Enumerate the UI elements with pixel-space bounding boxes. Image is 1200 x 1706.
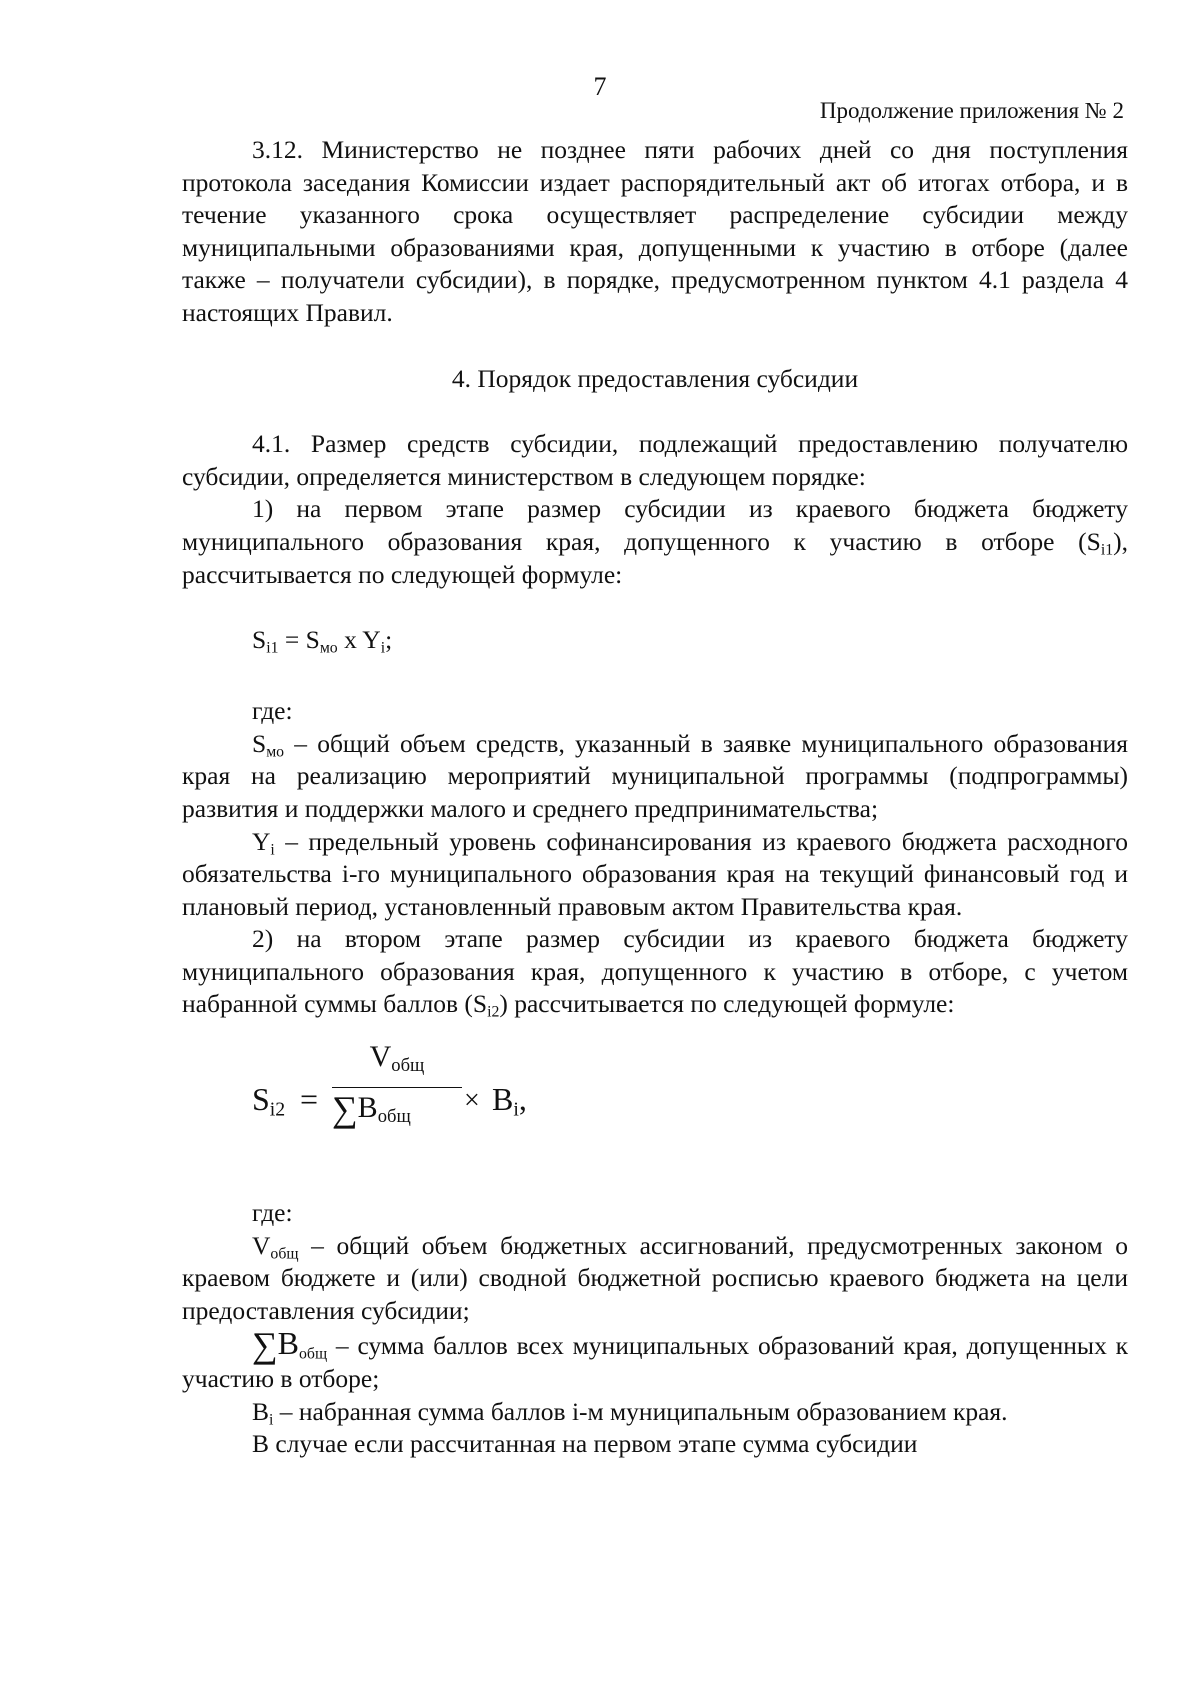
paragraph-last: В случае если рассчитанная на первом этапе сумма субсидии — [252, 1429, 918, 1459]
formula-equals: = — [300, 1081, 319, 1118]
appendix-continuation: Продолжение приложения № 2 — [819, 98, 1124, 123]
definition-smo: $S_{мо}$ – общий объем средств, указанный в заявке муниципального образования края на реализацию мероприятий муниципальной программы (подпрограммы) развития и поддержки малого и среднего предпринимательства; — [182, 728, 1128, 823]
formula-stage-1: $S_{i1} = S_{мо}$ x $Y_i$; — [252, 625, 393, 657]
paragraph-4-1: 4.1. Размер средств субсидии, подлежащий предоставлению получателю субсидии, определяется министерством в следующем порядке: — [182, 429, 1128, 491]
sigma-icon: ∑ — [252, 1325, 278, 1366]
formula-rhs: $B_i$, — [492, 1081, 527, 1121]
section-heading-4: 4. Порядок предоставления субсидии — [451, 363, 859, 393]
paragraph-stage-2: 2) на втором этапе размер субсидии из краевого бюджета бюджету муниципального образования края, допущенного к участию в отборе, с учетом набранной суммы баллов $(S_{i2})$ рассчитывается по следующей формуле: — [182, 924, 1128, 1021]
fraction-bar — [332, 1087, 462, 1088]
definition-vobsh: $V_{общ}$ – общий объем бюджетных ассигнований, предусмотренных законом о краевом бюджете и (или) сводной бюджетной росписью краевого бюджета на цели предоставления субсидии; — [182, 1230, 1128, 1325]
formula-stage-2 — [252, 1041, 1128, 1169]
document-body — [182, 134, 1128, 1461]
formula-denominator: $\sum B_{общ}$ — [332, 1089, 411, 1130]
definition-yi: $Y_i$ – предельный уровень софинансирования из краевого бюджета расходного обязательства i-го муниципального образования края на текущий финансовый год и плановый период, установленный правовым актом Правительства края. — [182, 826, 1128, 921]
formula-lhs: $S_{i2}$ — [252, 1081, 286, 1121]
formula-fraction — [332, 1040, 462, 1130]
paragraph-3-12: 3.12. Министерство не позднее пяти рабочих дней со дня поступления протокола заседания Комиссии издает распорядительный акт об итогах отбора, и в течение указанного срока осуществляет распределение субсидии между муниципальными образованиями края, допущенными к участию в отборе (далее также – получатели субсидии), в порядке, предусмотренном пунктом 4.1 раздела 4 настоящих Правил. — [182, 135, 1128, 327]
where-label-1: где: — [252, 696, 293, 726]
definition-bi: $B_i$ – набранная сумма баллов i-м муниципальным образованием края. — [252, 1396, 1008, 1429]
formula-times: × — [464, 1085, 480, 1117]
paragraph-stage-1: 1) на первом этапе размер субсидии из краевого бюджета бюджету муниципального образования края, допущенного к участию в отборе $(S_{i1})$, рассчитывается по следующей формуле: — [182, 494, 1128, 589]
sigma-icon: ∑ — [332, 1089, 358, 1130]
definition-sum-b: $\sum B_{общ}$ – сумма баллов всех муниципальных образований края, допущенных к участию в отборе; — [182, 1325, 1128, 1394]
formula-numerator: $V_{общ}$ — [369, 1040, 425, 1077]
page-number: 7 — [593, 72, 607, 101]
where-label-2: где: — [252, 1198, 293, 1228]
